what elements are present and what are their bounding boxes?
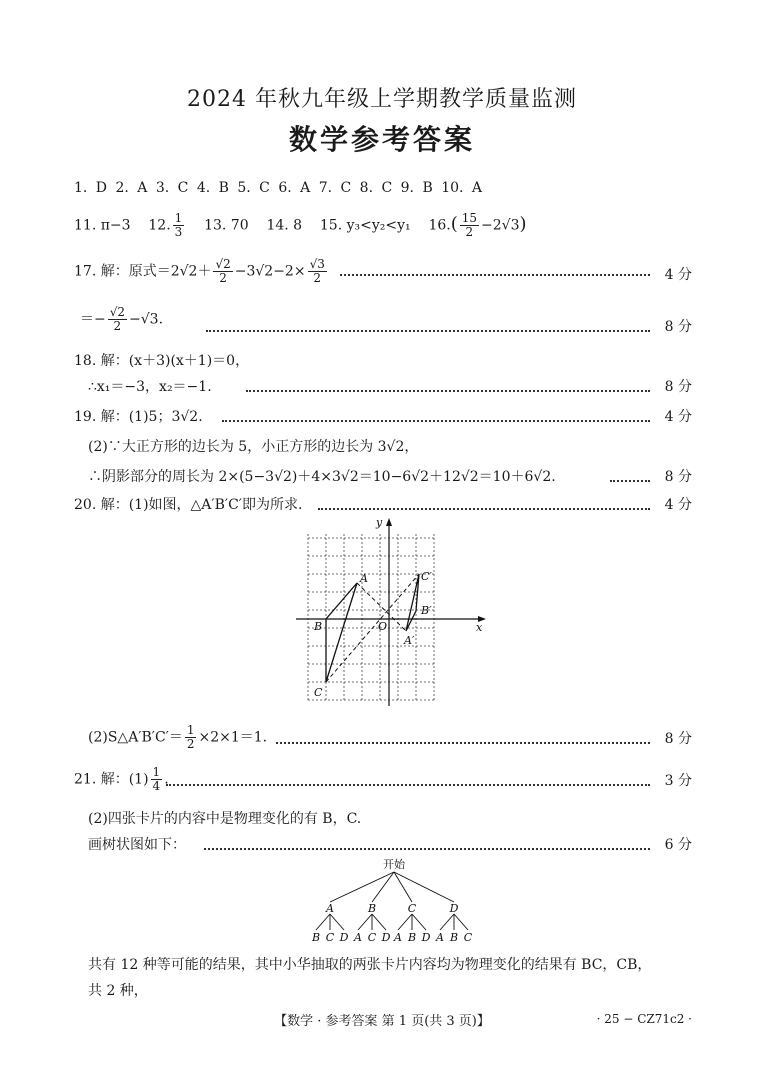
tree-leaf: D — [421, 931, 431, 944]
point-a-label: A — [360, 572, 368, 585]
leader-dots — [246, 390, 650, 392]
q21-line4: 共有 12 种等可能的结果，其中小华抽取的两张卡片内容均为物理变化的结果有 BC，CB， — [88, 957, 652, 973]
fill-answers: 11. π−3 12. $\frac{1}{3}$ 13. 70 14. 8 15. y₃<y₂<y₁ 16.( $\frac{15}{2}$ −2√3) — [74, 211, 527, 239]
q19-score1: 4 分 — [664, 409, 692, 425]
q17-line1: 17. 解：原式＝2√2＋ $\frac{√2}{2}$ −3√2−2× $\frac{√3}{2}$ — [74, 257, 325, 285]
x-axis-label: x — [476, 621, 483, 634]
answer-15: 15. y₃<y₂<y₁ — [319, 217, 411, 234]
q21-line1: 21. 解：(1) $\frac{1}{4}$ . — [74, 765, 169, 793]
y-axis-arrow — [386, 518, 392, 526]
tree-leaf: A — [436, 931, 444, 944]
answer-11: 11. π−3 — [74, 217, 131, 234]
triangle-abc-prime — [406, 574, 419, 631]
choice-answers: 1. D 2. A 3. C 4. B 5. C 6. A 7. C 8. C 9. B 10. A — [74, 180, 483, 196]
tree-node-a: A — [326, 902, 334, 915]
leader-dots — [206, 330, 650, 332]
q20-line1: 20. 解：(1)如图，△A′B′C′即为所求. — [74, 497, 303, 513]
tree-node-c: C — [407, 902, 417, 915]
q19-line3: ∴阴影部分的周长为 2×(5−3√2)＋4×3√2＝10−6√2＋12√2＝10＋6√2. — [88, 469, 556, 485]
leader-dots — [222, 420, 650, 422]
tree-leaf: C — [367, 931, 377, 944]
q20-score1: 4 分 — [664, 497, 692, 513]
triangle-abc — [326, 583, 357, 682]
point-b-prime-label: B′ — [421, 604, 432, 617]
q19-line2: (2)∵大正方形的边长为 5，小正方形的边长为 3√2， — [88, 439, 419, 455]
coordinate-grid-figure — [294, 516, 494, 712]
tree-leaf: A — [354, 931, 362, 944]
page-footer: 【数学 · 参考答案 第 1 页(共 3 页)】 — [274, 1014, 490, 1029]
tree-leaf: C — [463, 931, 473, 944]
q18-score: 8 分 — [664, 379, 692, 395]
q18-line1: 18. 解：(x＋3)(x＋1)＝0， — [74, 353, 250, 369]
q17-score1: 4 分 — [664, 267, 692, 283]
point-c-label: C — [314, 686, 323, 699]
answer-key-title: 数学参考答案 — [288, 123, 475, 156]
q18-line2: ∴x₁＝−3，x₂＝−1. — [88, 379, 212, 395]
leader-dots — [340, 274, 650, 276]
tree-node-d: D — [449, 902, 459, 915]
y-axis-label: y — [376, 516, 383, 529]
tree-leaf: D — [339, 931, 349, 944]
exam-title: 2024 年秋九年级上学期教学质量监测 — [187, 87, 577, 112]
tree-node-b: B — [367, 902, 377, 915]
q19-score2: 8 分 — [664, 469, 692, 485]
footer-code: · 25 − CZ71c2 · — [596, 1012, 692, 1026]
tree-leaf: C — [325, 931, 335, 944]
tree-root: 开始 — [383, 858, 405, 871]
answer-12-label: 12. — [148, 217, 171, 234]
answer-12-fraction: $\frac{1}{3}$ — [174, 211, 183, 239]
tree-leaf: D — [381, 931, 391, 944]
point-c-prime-label: C′ — [421, 570, 432, 583]
q20-line2: (2)S△A′B′C′＝ $\frac{1}{2}$ ×2×1＝1. — [88, 723, 268, 751]
q21-line5: 共 2 种， — [88, 983, 148, 999]
origin-label: O — [378, 620, 388, 633]
q21-line2: (2)四张卡片的内容中是物理变化的有 B，C. — [88, 811, 362, 827]
point-b-label: B — [314, 620, 323, 633]
answer-14: 14. 8 — [266, 217, 303, 234]
leader-dots — [204, 848, 650, 850]
answer-13: 13. 70 — [204, 217, 249, 234]
q17-line2: ＝− $\frac{√2}{2}$ −√3. — [80, 305, 164, 333]
tree-leaf: B — [407, 931, 417, 944]
tree-leaf: B — [311, 931, 321, 944]
tree-leaf: B — [449, 931, 459, 944]
q20-score2: 8 分 — [664, 731, 692, 747]
q21-score1: 3 分 — [664, 773, 692, 789]
q17-score2: 8 分 — [664, 319, 692, 335]
leader-dots — [276, 742, 650, 744]
leader-dots — [610, 480, 650, 482]
answer-16-rest: −2√3 — [481, 217, 520, 234]
answer-16-label: 16. — [428, 217, 451, 234]
answer-16-fraction: $\frac{15}{2}$ — [461, 211, 478, 239]
q21-score2: 6 分 — [664, 837, 692, 853]
tree-branches — [316, 872, 468, 930]
q19-line1: 19. 解：(1)5；3√2. — [74, 409, 203, 425]
tree-diagram — [300, 856, 490, 944]
point-a-prime-label: A′ — [404, 634, 415, 647]
leader-dots — [166, 784, 650, 786]
tree-leaf: A — [394, 931, 402, 944]
leader-dots — [318, 508, 650, 510]
q21-line3: 画树状图如下： — [88, 837, 186, 853]
